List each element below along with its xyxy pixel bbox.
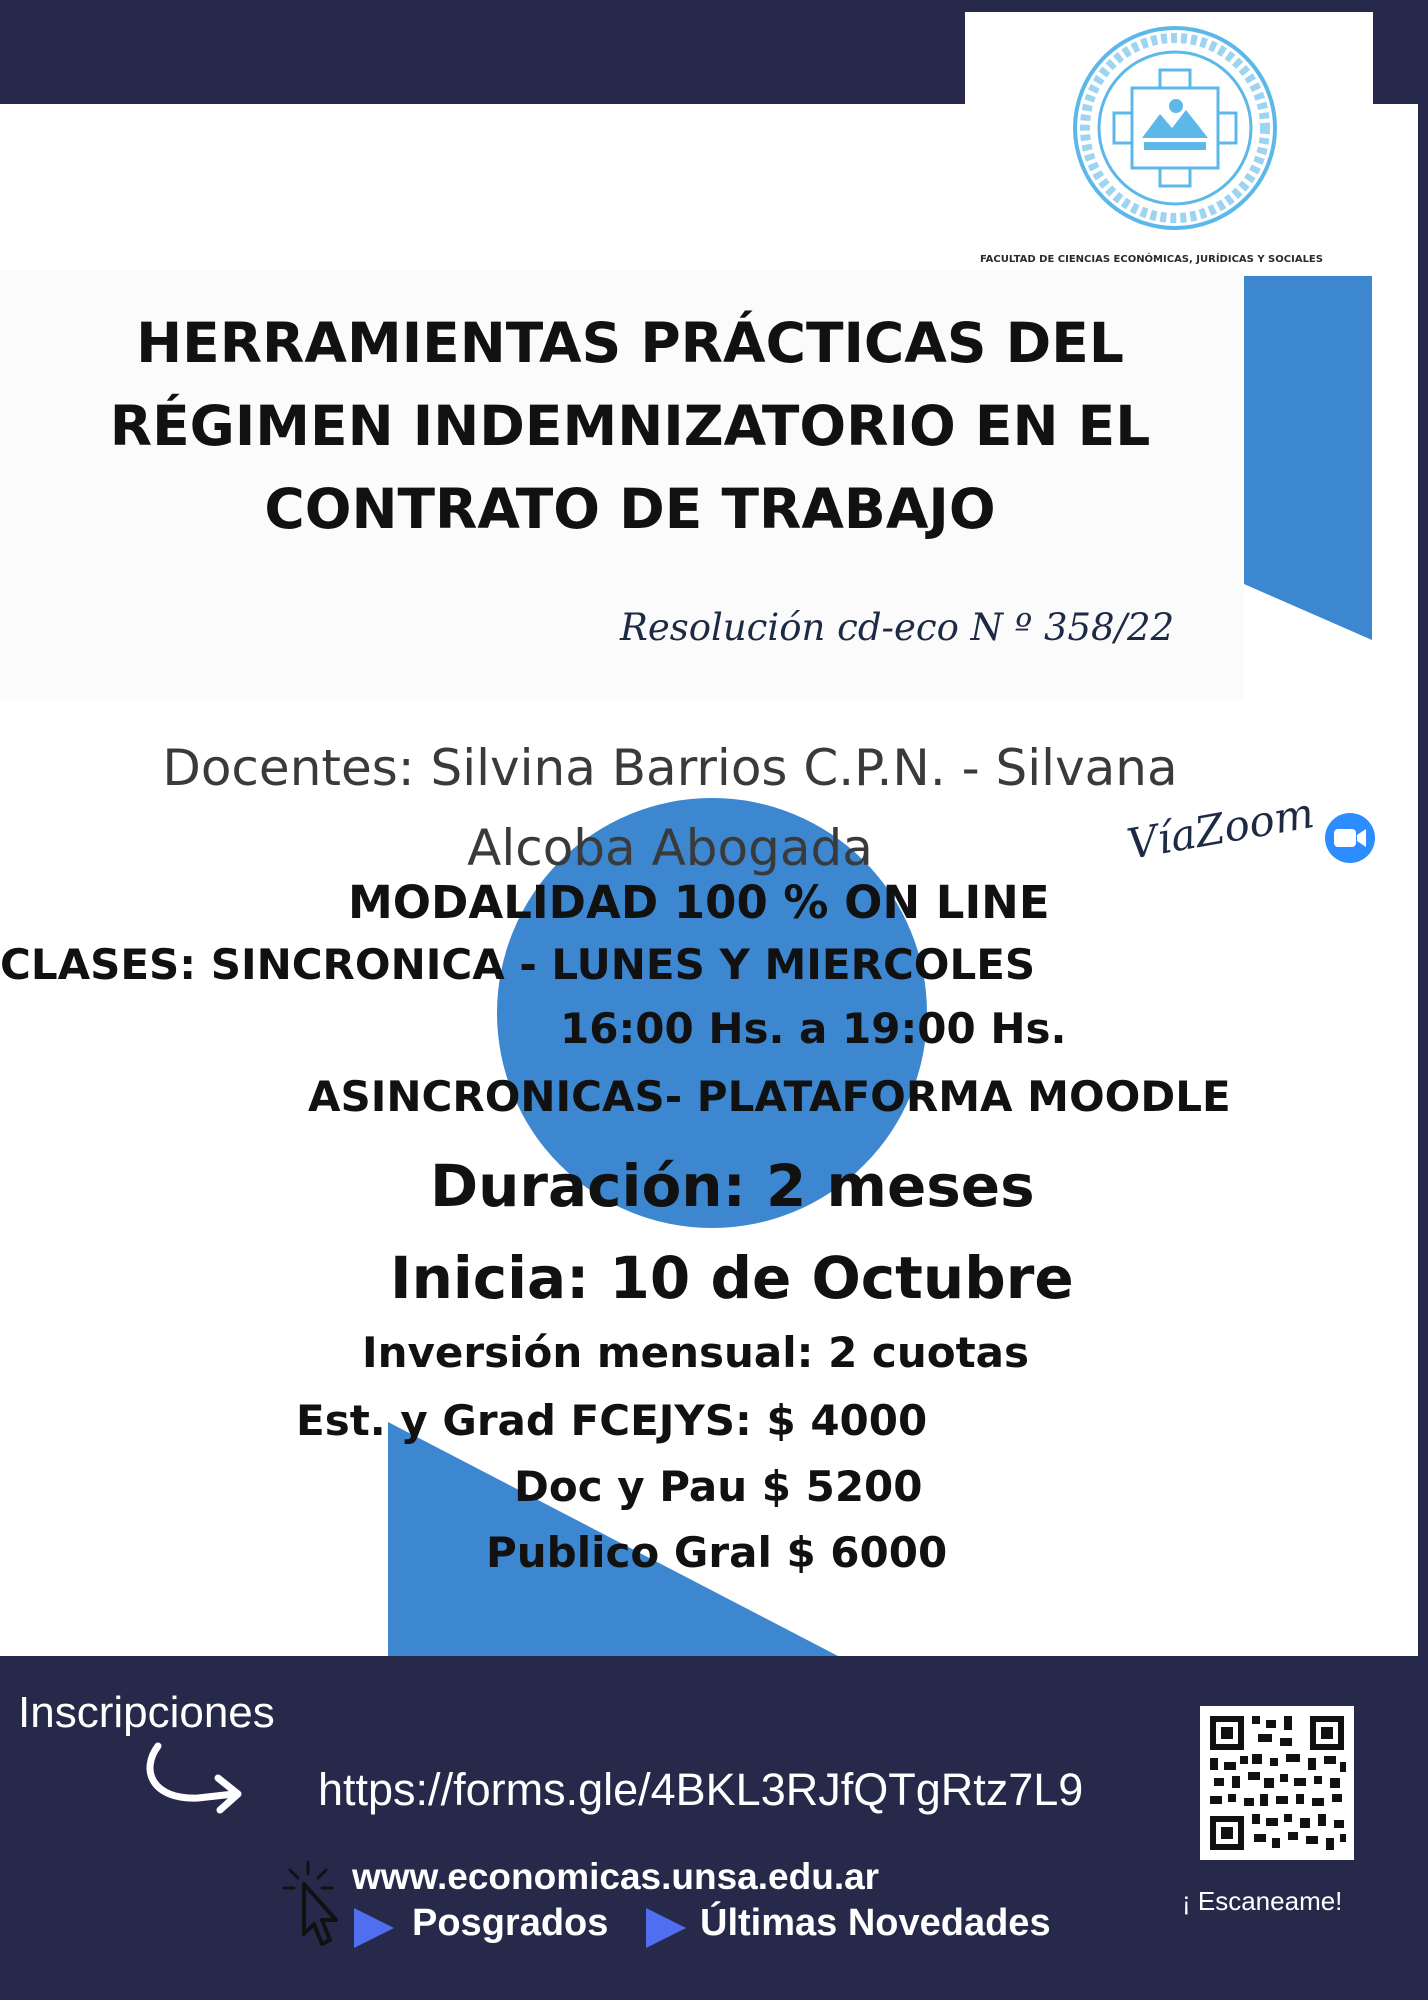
async-platform: ASINCRONICAS- PLATAFORMA MOODLE bbox=[308, 1072, 1231, 1121]
click-cursor-icon bbox=[278, 1858, 346, 1950]
start-date: Inicia: 10 de Octubre bbox=[390, 1244, 1074, 1312]
investment: Inversión mensual: 2 cuotas bbox=[362, 1328, 1029, 1377]
class-hours: 16:00 Hs. a 19:00 Hs. bbox=[560, 1004, 1067, 1053]
resolution-number: Resolución cd-eco N º 358/22 bbox=[620, 606, 1175, 649]
qr-caption: ¡ Escaneame! bbox=[1182, 1886, 1343, 1916]
qr-code-icon[interactable] bbox=[1200, 1706, 1354, 1860]
teachers-line-2: Alcoba Abogada bbox=[467, 819, 873, 877]
university-seal-icon bbox=[1060, 18, 1290, 238]
modality: MODALIDAD 100 % ON LINE bbox=[348, 876, 1050, 929]
play-triangle-icon bbox=[352, 1906, 396, 1950]
price-public: Publico Gral $ 6000 bbox=[486, 1528, 948, 1577]
zoom-camera-icon bbox=[1320, 808, 1380, 868]
news-link[interactable]: Últimas Novedades bbox=[700, 1902, 1051, 1944]
registration-link[interactable]: https://forms.gle/4BKL3RJfQTgRtz7L9 bbox=[318, 1764, 1084, 1815]
via-zoom-label: VíaZoom bbox=[1123, 788, 1318, 869]
duration: Duración: 2 meses bbox=[430, 1152, 1035, 1220]
ribbon-decoration bbox=[1244, 276, 1372, 640]
postgrad-link[interactable]: Posgrados bbox=[412, 1902, 609, 1944]
website-link[interactable]: www.economicas.unsa.edu.ar bbox=[352, 1856, 880, 1897]
curved-arrow-icon bbox=[138, 1740, 246, 1816]
price-teachers: Doc y Pau $ 5200 bbox=[514, 1462, 923, 1511]
teachers-line-1: Docentes: Silvina Barrios C.P.N. - Silvana bbox=[162, 739, 1178, 797]
classes-schedule: CLASES: SINCRONICA - LUNES Y MIERCOLES bbox=[0, 940, 1036, 989]
faculty-caption: FACULTAD DE CIENCIAS ECONÓMICAS, JURÍDICAS Y SOCIALES bbox=[980, 254, 1323, 265]
course-title: HERRAMIENTAS PRÁCTICAS DEL RÉGIMEN INDEMNIZATORIO EN EL CONTRATO DE TRABAJO bbox=[109, 311, 1151, 541]
price-students: Est. y Grad FCEJYS: $ 4000 bbox=[296, 1396, 928, 1445]
registration-label: Inscripciones bbox=[18, 1688, 275, 1737]
play-triangle-icon bbox=[644, 1906, 688, 1950]
